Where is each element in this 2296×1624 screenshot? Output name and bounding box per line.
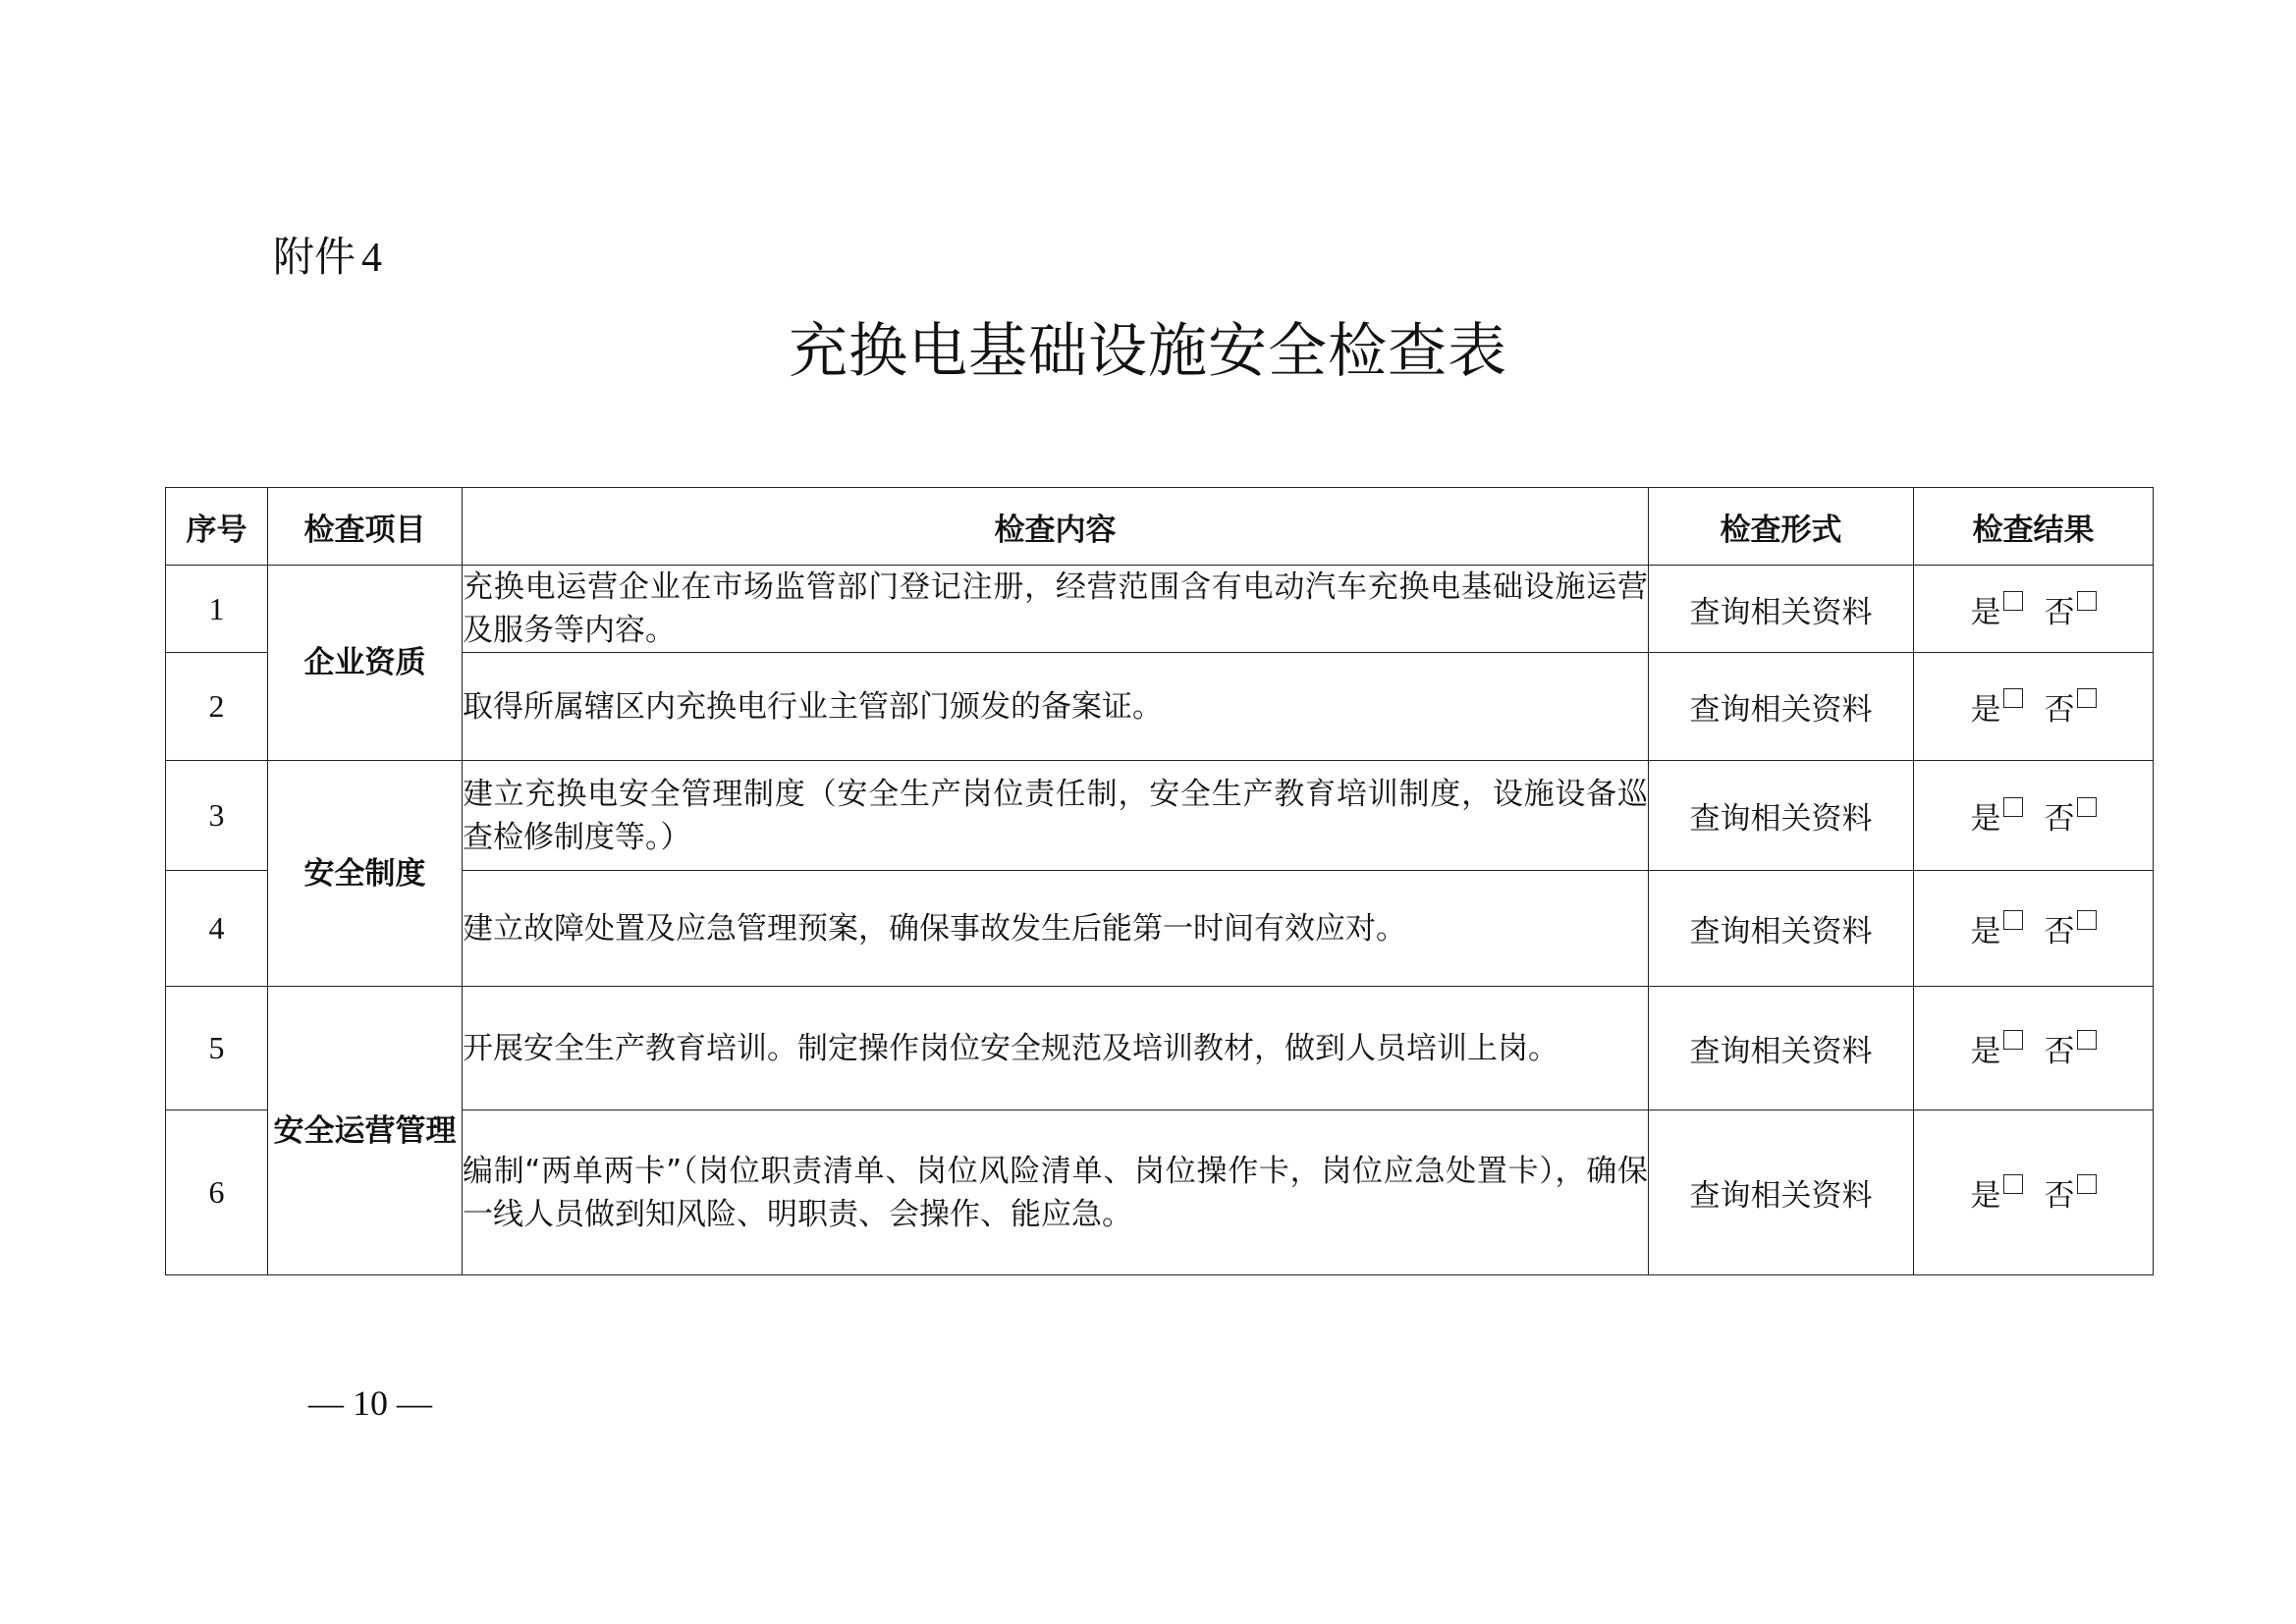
row-form: 查询相关资料	[1649, 1110, 1914, 1275]
item-safe-operation-management: 安全运营管理	[268, 987, 463, 1275]
no-checkbox[interactable]	[2077, 1030, 2097, 1050]
item-enterprise-qualification: 企业资质	[268, 566, 463, 761]
inspection-table	[165, 487, 2154, 1275]
table-row	[166, 653, 2154, 761]
result-yes-label: 是	[1970, 1034, 2001, 1069]
attachment-label	[273, 228, 382, 288]
document-title: 充换电基础设施安全检查表	[789, 317, 1507, 386]
row-result	[1914, 1110, 2154, 1275]
result-no-label: 否	[2044, 1034, 2075, 1069]
no-checkbox[interactable]	[2077, 910, 2097, 930]
no-checkbox[interactable]	[2077, 591, 2097, 611]
header-serial: 序号	[166, 488, 268, 566]
attachment-number: 4	[361, 236, 383, 281]
result-yes-label: 是	[1970, 692, 2001, 728]
header-result: 检查结果	[1914, 488, 2154, 566]
row-result	[1914, 566, 2154, 653]
header-item: 检查项目	[268, 488, 463, 566]
no-checkbox[interactable]	[2077, 797, 2097, 817]
result-no-label: 否	[2044, 914, 2075, 949]
row-content: 建立充换电安全管理制度（安全生产岗位责任制，安全生产教育培训制度，设施设备巡查检修制度等。）	[463, 761, 1649, 871]
header-content: 检查内容	[463, 488, 1649, 566]
no-checkbox[interactable]	[2077, 688, 2097, 708]
table-row	[166, 987, 2154, 1110]
row-content: 建立故障处置及应急管理预案，确保事故发生后能第一时间有效应对。	[463, 871, 1649, 987]
row-result	[1914, 653, 2154, 761]
row-content: 取得所属辖区内充换电行业主管部门颁发的备案证。	[463, 653, 1649, 761]
header-form: 检查形式	[1649, 488, 1914, 566]
result-yes-label: 是	[1970, 914, 2001, 949]
table-row	[166, 871, 2154, 987]
row-serial: 4	[166, 871, 268, 987]
table-header-row	[166, 488, 2154, 566]
result-yes-label: 是	[1970, 1178, 2001, 1214]
result-no-label: 否	[2044, 692, 2075, 728]
row-result	[1914, 761, 2154, 871]
yes-checkbox[interactable]	[2003, 797, 2023, 817]
item-safety-system: 安全制度	[268, 761, 463, 987]
row-content: 编制“两单两卡”（岗位职责清单、岗位风险清单、岗位操作卡，岗位应急处置卡），确保一线人员做到知风险、明职责、会操作、能应急。	[463, 1110, 1649, 1275]
table-row	[166, 1110, 2154, 1275]
result-yes-label: 是	[1970, 801, 2001, 837]
row-form: 查询相关资料	[1649, 871, 1914, 987]
page-number: — 10 —	[308, 1383, 432, 1423]
row-form: 查询相关资料	[1649, 987, 1914, 1110]
result-yes-label: 是	[1970, 594, 2001, 630]
row-content: 开展安全生产教育培训。制定操作岗位安全规范及培训教材，做到人员培训上岗。	[463, 987, 1649, 1110]
row-form: 查询相关资料	[1649, 566, 1914, 653]
yes-checkbox[interactable]	[2003, 1030, 2023, 1050]
row-serial: 2	[166, 653, 268, 761]
row-result	[1914, 871, 2154, 987]
row-serial: 5	[166, 987, 268, 1110]
table-row	[166, 761, 2154, 871]
result-no-label: 否	[2044, 1178, 2075, 1214]
no-checkbox[interactable]	[2077, 1174, 2097, 1194]
attachment-prefix: 附件	[273, 233, 356, 281]
table-row	[166, 566, 2154, 653]
result-no-label: 否	[2044, 594, 2075, 630]
row-serial: 6	[166, 1110, 268, 1275]
yes-checkbox[interactable]	[2003, 688, 2023, 708]
yes-checkbox[interactable]	[2003, 1174, 2023, 1194]
row-form: 查询相关资料	[1649, 761, 1914, 871]
yes-checkbox[interactable]	[2003, 910, 2023, 930]
result-no-label: 否	[2044, 801, 2075, 837]
row-form: 查询相关资料	[1649, 653, 1914, 761]
row-result	[1914, 987, 2154, 1110]
row-serial: 3	[166, 761, 268, 871]
row-serial: 1	[166, 566, 268, 653]
yes-checkbox[interactable]	[2003, 591, 2023, 611]
row-content: 充换电运营企业在市场监管部门登记注册，经营范围含有电动汽车充换电基础设施运营及服务等内容。	[463, 566, 1649, 653]
